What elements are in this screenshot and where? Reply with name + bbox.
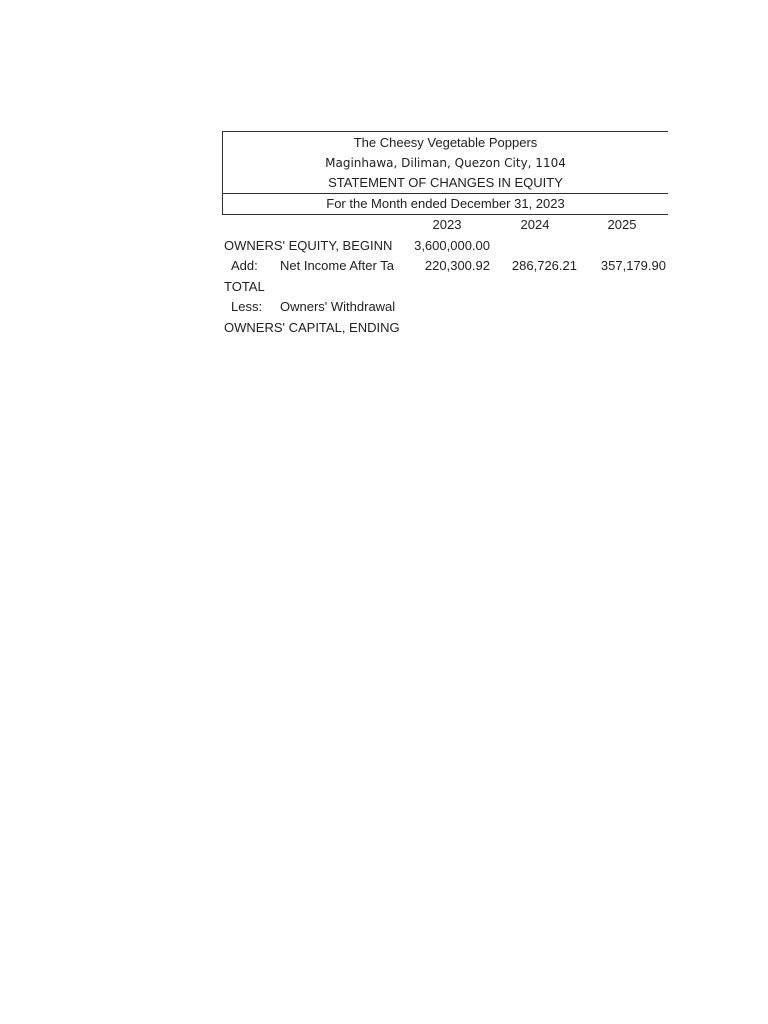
year-2025: 2025 bbox=[607, 217, 637, 232]
total-row bbox=[222, 277, 668, 298]
net-income-label: Net Income After Ta bbox=[280, 258, 394, 273]
less-prefix: Less: bbox=[231, 299, 263, 314]
ending-capital-label: OWNERS' CAPITAL, ENDING bbox=[224, 319, 400, 335]
statement-header bbox=[222, 131, 668, 215]
withdrawal-row bbox=[222, 297, 668, 318]
company-name: The Cheesy Vegetable Poppers bbox=[353, 135, 538, 150]
statement-period: For the Month ended December 31, 2023 bbox=[223, 193, 668, 214]
beginning-equity-row bbox=[222, 236, 668, 257]
total-label: TOTAL bbox=[224, 278, 265, 294]
ending-capital-row bbox=[222, 318, 668, 339]
year-header-row bbox=[222, 215, 668, 236]
beginning-equity-label: OWNERS' EQUITY, BEGINN bbox=[224, 237, 393, 253]
beginning-equity-2023: 3,600,000.00 bbox=[414, 237, 490, 253]
add-prefix: Add: bbox=[231, 258, 258, 273]
year-2024: 2024 bbox=[520, 217, 550, 232]
net-income-row bbox=[222, 256, 668, 277]
withdrawal-label: Owners' Withdrawal bbox=[280, 299, 396, 314]
equity-statement bbox=[222, 131, 668, 338]
net-income-2023: 220,300.92 bbox=[424, 258, 490, 273]
year-2023: 2023 bbox=[432, 217, 462, 232]
net-income-2024: 286,726.21 bbox=[511, 258, 577, 273]
net-income-2025: 357,179.90 bbox=[600, 258, 666, 273]
company-address: Maginhawa, Diliman, Quezon City, 1104 bbox=[325, 156, 566, 170]
statement-title: STATEMENT OF CHANGES IN EQUITY bbox=[328, 175, 563, 190]
